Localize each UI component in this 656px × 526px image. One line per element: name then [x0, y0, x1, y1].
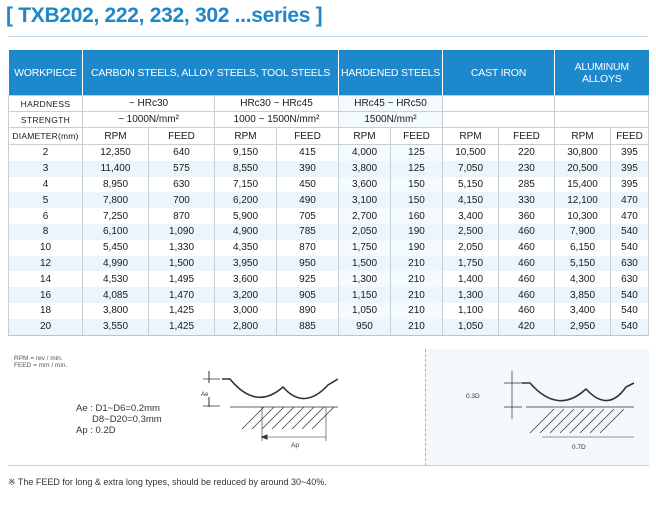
ap-note: Ap : 0.2D — [76, 425, 116, 436]
ae-note: Ae : D1~D6=0.2mm — [76, 403, 160, 414]
group-header-carbon-steels: CARBON STEELS, ALLOY STEELS, TOOL STEELS — [83, 50, 339, 96]
rpm-cell: 6,200 — [215, 192, 277, 208]
table-row — [9, 240, 649, 256]
rpm-cell: 5,150 — [555, 256, 611, 272]
feed-cell: 470 — [611, 208, 649, 224]
feed-cell: 540 — [611, 303, 649, 319]
feed-header: FEED — [277, 128, 339, 145]
strength-value: 1000 ~ 1500N/mm² — [215, 112, 339, 128]
table-row — [9, 208, 649, 224]
cut-profile — [222, 379, 338, 399]
feed-cell: 330 — [499, 192, 555, 208]
feed-cell: 1,330 — [149, 240, 215, 256]
table-header-row — [9, 50, 649, 96]
feed-cell: 150 — [391, 192, 443, 208]
rpm-cell: 1,300 — [443, 287, 499, 303]
feed-cell: 220 — [499, 145, 555, 161]
rpm-cell: 4,300 — [555, 271, 611, 287]
feed-footnote: ※ The FEED for long & extra long types, should be reduced by around 30~40%. — [8, 477, 327, 487]
table-row — [9, 271, 649, 287]
diameter-cell: 10 — [9, 240, 83, 256]
table-row — [9, 177, 649, 193]
rpm-cell: 3,850 — [555, 287, 611, 303]
group-header-hardened-steels: HARDENED STEELS — [339, 50, 443, 96]
ap-label: Ap — [291, 442, 299, 449]
feed-cell: 640 — [149, 145, 215, 161]
feed-cell: 460 — [499, 256, 555, 272]
rpm-header: RPM — [555, 128, 611, 145]
feed-unit: FEED = mm / min. — [14, 362, 68, 369]
diagram-left — [8, 349, 425, 466]
rpm-cell: 1,150 — [339, 287, 391, 303]
feed-cell: 630 — [149, 177, 215, 193]
strength-value: 1500N/mm² — [339, 112, 443, 128]
group-header-aluminum-alloys: ALUMINUM ALLOYS — [555, 50, 649, 96]
feed-cell: 395 — [611, 145, 649, 161]
feed-cell: 460 — [499, 303, 555, 319]
cutting-conditions-table — [8, 50, 649, 336]
feed-cell: 210 — [391, 319, 443, 335]
radius-path-diagram — [426, 349, 649, 465]
rpm-cell: 2,500 — [443, 224, 499, 240]
feed-cell: 490 — [277, 192, 339, 208]
feed-cell: 190 — [391, 224, 443, 240]
rpm-cell: 1,050 — [339, 303, 391, 319]
diameter-cell: 5 — [9, 192, 83, 208]
rpm-cell: 11,400 — [83, 161, 149, 177]
rpm-cell: 4,085 — [83, 287, 149, 303]
rpm-cell: 3,400 — [555, 303, 611, 319]
feed-cell: 210 — [391, 256, 443, 272]
table-row — [9, 287, 649, 303]
diagram-panel — [8, 349, 648, 465]
feed-cell: 925 — [277, 271, 339, 287]
page-title: [ TXB202, 222, 232, 302 ...series ] — [6, 4, 323, 27]
feed-cell: 870 — [149, 208, 215, 224]
radius-bottom-label: 0.7D — [572, 444, 586, 451]
strength-value: ~ 1000N/mm² — [83, 112, 215, 128]
rpm-cell: 1,400 — [443, 271, 499, 287]
table-row — [9, 256, 649, 272]
diameter-cell: 2 — [9, 145, 83, 161]
rpm-cell: 4,900 — [215, 224, 277, 240]
feed-cell: 210 — [391, 303, 443, 319]
hardness-value: ~ HRc30 — [83, 96, 215, 112]
rpm-cell: 5,150 — [443, 177, 499, 193]
feed-cell: 705 — [277, 208, 339, 224]
rpm-header: RPM — [443, 128, 499, 145]
feed-cell: 950 — [277, 256, 339, 272]
feed-cell: 890 — [277, 303, 339, 319]
hardness-value: HRc45 ~ HRc50 — [339, 96, 443, 112]
hardness-label: HARDNESS — [9, 96, 83, 112]
feed-cell: 160 — [391, 208, 443, 224]
feed-cell: 540 — [611, 287, 649, 303]
rpm-cell: 1,300 — [339, 271, 391, 287]
rpm-cell: 9,150 — [215, 145, 277, 161]
ae-label: Ae — [201, 392, 209, 398]
feed-cell: 905 — [277, 287, 339, 303]
table-row — [9, 145, 649, 161]
feed-cell: 460 — [499, 287, 555, 303]
rpm-cell: 3,000 — [215, 303, 277, 319]
feed-cell: 390 — [277, 161, 339, 177]
rpm-cell: 8,550 — [215, 161, 277, 177]
hardness-empty — [555, 96, 649, 112]
rpm-cell: 3,800 — [339, 161, 391, 177]
hardness-value: HRc30 ~ HRc45 — [215, 96, 339, 112]
diameter-cell: 6 — [9, 208, 83, 224]
diameter-label: DIAMETER(mm) — [9, 128, 83, 145]
rpm-cell: 2,050 — [443, 240, 499, 256]
table-row — [9, 161, 649, 177]
radius-top-label: 0.3D — [466, 393, 480, 400]
diameter-cell: 4 — [9, 177, 83, 193]
rpm-cell: 2,050 — [339, 224, 391, 240]
feed-cell: 360 — [499, 208, 555, 224]
rpm-header: RPM — [83, 128, 149, 145]
feed-cell: 415 — [277, 145, 339, 161]
rpm-cell: 4,990 — [83, 256, 149, 272]
feed-cell: 785 — [277, 224, 339, 240]
hardness-row — [9, 96, 649, 112]
rpm-cell: 1,750 — [443, 256, 499, 272]
rpm-cell: 10,300 — [555, 208, 611, 224]
rpm-cell: 7,150 — [215, 177, 277, 193]
rpm-cell: 3,200 — [215, 287, 277, 303]
rpm-cell: 3,100 — [339, 192, 391, 208]
feed-cell: 1,500 — [149, 256, 215, 272]
rpm-cell: 15,400 — [555, 177, 611, 193]
rpm-cell: 3,550 — [83, 319, 149, 335]
feed-cell: 190 — [391, 240, 443, 256]
rpm-cell: 3,600 — [339, 177, 391, 193]
rpm-cell: 3,600 — [215, 271, 277, 287]
feed-cell: 420 — [499, 319, 555, 335]
feed-cell: 540 — [611, 240, 649, 256]
diagram-right — [425, 349, 649, 466]
feed-cell: 460 — [499, 240, 555, 256]
rpm-cell: 10,500 — [443, 145, 499, 161]
title-divider — [8, 36, 648, 37]
rpm-cell: 6,100 — [83, 224, 149, 240]
table-row — [9, 224, 649, 240]
feed-cell: 1,425 — [149, 303, 215, 319]
strength-row — [9, 112, 649, 128]
rpm-header: RPM — [215, 128, 277, 145]
diameter-cell: 3 — [9, 161, 83, 177]
rpm-cell: 12,350 — [83, 145, 149, 161]
feed-header: FEED — [499, 128, 555, 145]
rpm-cell: 3,800 — [83, 303, 149, 319]
rpm-cell: 2,700 — [339, 208, 391, 224]
rpm-cell: 12,100 — [555, 192, 611, 208]
feed-cell: 870 — [277, 240, 339, 256]
rpm-unit: RPM = rev / min. — [14, 355, 63, 362]
table-row — [9, 319, 649, 335]
feed-header: FEED — [391, 128, 443, 145]
rpm-cell: 30,800 — [555, 145, 611, 161]
feed-cell: 630 — [611, 256, 649, 272]
rpm-cell: 2,800 — [215, 319, 277, 335]
cut-profile-right — [522, 383, 634, 401]
diameter-cell: 16 — [9, 287, 83, 303]
table-row — [9, 303, 649, 319]
feed-cell: 230 — [499, 161, 555, 177]
feed-cell: 470 — [611, 192, 649, 208]
feed-cell: 575 — [149, 161, 215, 177]
rpm-cell: 7,800 — [83, 192, 149, 208]
diameter-cell: 8 — [9, 224, 83, 240]
rpm-cell: 1,100 — [443, 303, 499, 319]
feed-header: FEED — [611, 128, 649, 145]
ae-note-2: D8~D20=0.3mm — [92, 414, 162, 425]
strength-empty — [443, 112, 555, 128]
feed-cell: 1,090 — [149, 224, 215, 240]
diameter-cell: 14 — [9, 271, 83, 287]
feed-cell: 150 — [391, 177, 443, 193]
feed-cell: 700 — [149, 192, 215, 208]
feed-cell: 210 — [391, 287, 443, 303]
rpm-cell: 950 — [339, 319, 391, 335]
rpm-cell: 6,150 — [555, 240, 611, 256]
feed-cell: 460 — [499, 271, 555, 287]
rpm-cell: 4,150 — [443, 192, 499, 208]
feed-cell: 125 — [391, 145, 443, 161]
rpm-cell: 4,530 — [83, 271, 149, 287]
feed-cell: 540 — [611, 319, 649, 335]
ball-cutter-path-diagram — [8, 349, 425, 465]
diameter-cell: 20 — [9, 319, 83, 335]
rpm-cell: 5,900 — [215, 208, 277, 224]
diameter-cell: 12 — [9, 256, 83, 272]
feed-cell: 540 — [611, 224, 649, 240]
feed-cell: 1,495 — [149, 271, 215, 287]
rpm-cell: 1,500 — [339, 256, 391, 272]
rpm-cell: 1,750 — [339, 240, 391, 256]
group-header-cast-iron: CAST IRON — [443, 50, 555, 96]
feed-cell: 210 — [391, 271, 443, 287]
strength-label: STRENGTH — [9, 112, 83, 128]
workpiece-header: WORKPIECE — [9, 50, 83, 96]
rpm-cell: 3,400 — [443, 208, 499, 224]
subheader-row — [9, 128, 649, 145]
table-row — [9, 192, 649, 208]
diameter-cell: 18 — [9, 303, 83, 319]
rpm-cell: 8,950 — [83, 177, 149, 193]
feed-cell: 450 — [277, 177, 339, 193]
hardness-empty — [443, 96, 555, 112]
feed-cell: 1,425 — [149, 319, 215, 335]
rpm-cell: 7,900 — [555, 224, 611, 240]
feed-cell: 885 — [277, 319, 339, 335]
rpm-cell: 2,950 — [555, 319, 611, 335]
strength-empty — [555, 112, 649, 128]
rpm-cell: 7,250 — [83, 208, 149, 224]
rpm-cell: 1,050 — [443, 319, 499, 335]
rpm-cell: 4,350 — [215, 240, 277, 256]
feed-cell: 395 — [611, 161, 649, 177]
feed-cell: 125 — [391, 161, 443, 177]
table-body — [9, 145, 649, 336]
feed-cell: 460 — [499, 224, 555, 240]
rpm-cell: 7,050 — [443, 161, 499, 177]
rpm-header: RPM — [339, 128, 391, 145]
rpm-cell: 3,950 — [215, 256, 277, 272]
rpm-cell: 5,450 — [83, 240, 149, 256]
rpm-cell: 20,500 — [555, 161, 611, 177]
feed-cell: 1,470 — [149, 287, 215, 303]
rpm-cell: 4,000 — [339, 145, 391, 161]
feed-cell: 395 — [611, 177, 649, 193]
feed-cell: 285 — [499, 177, 555, 193]
feed-cell: 630 — [611, 271, 649, 287]
feed-header: FEED — [149, 128, 215, 145]
